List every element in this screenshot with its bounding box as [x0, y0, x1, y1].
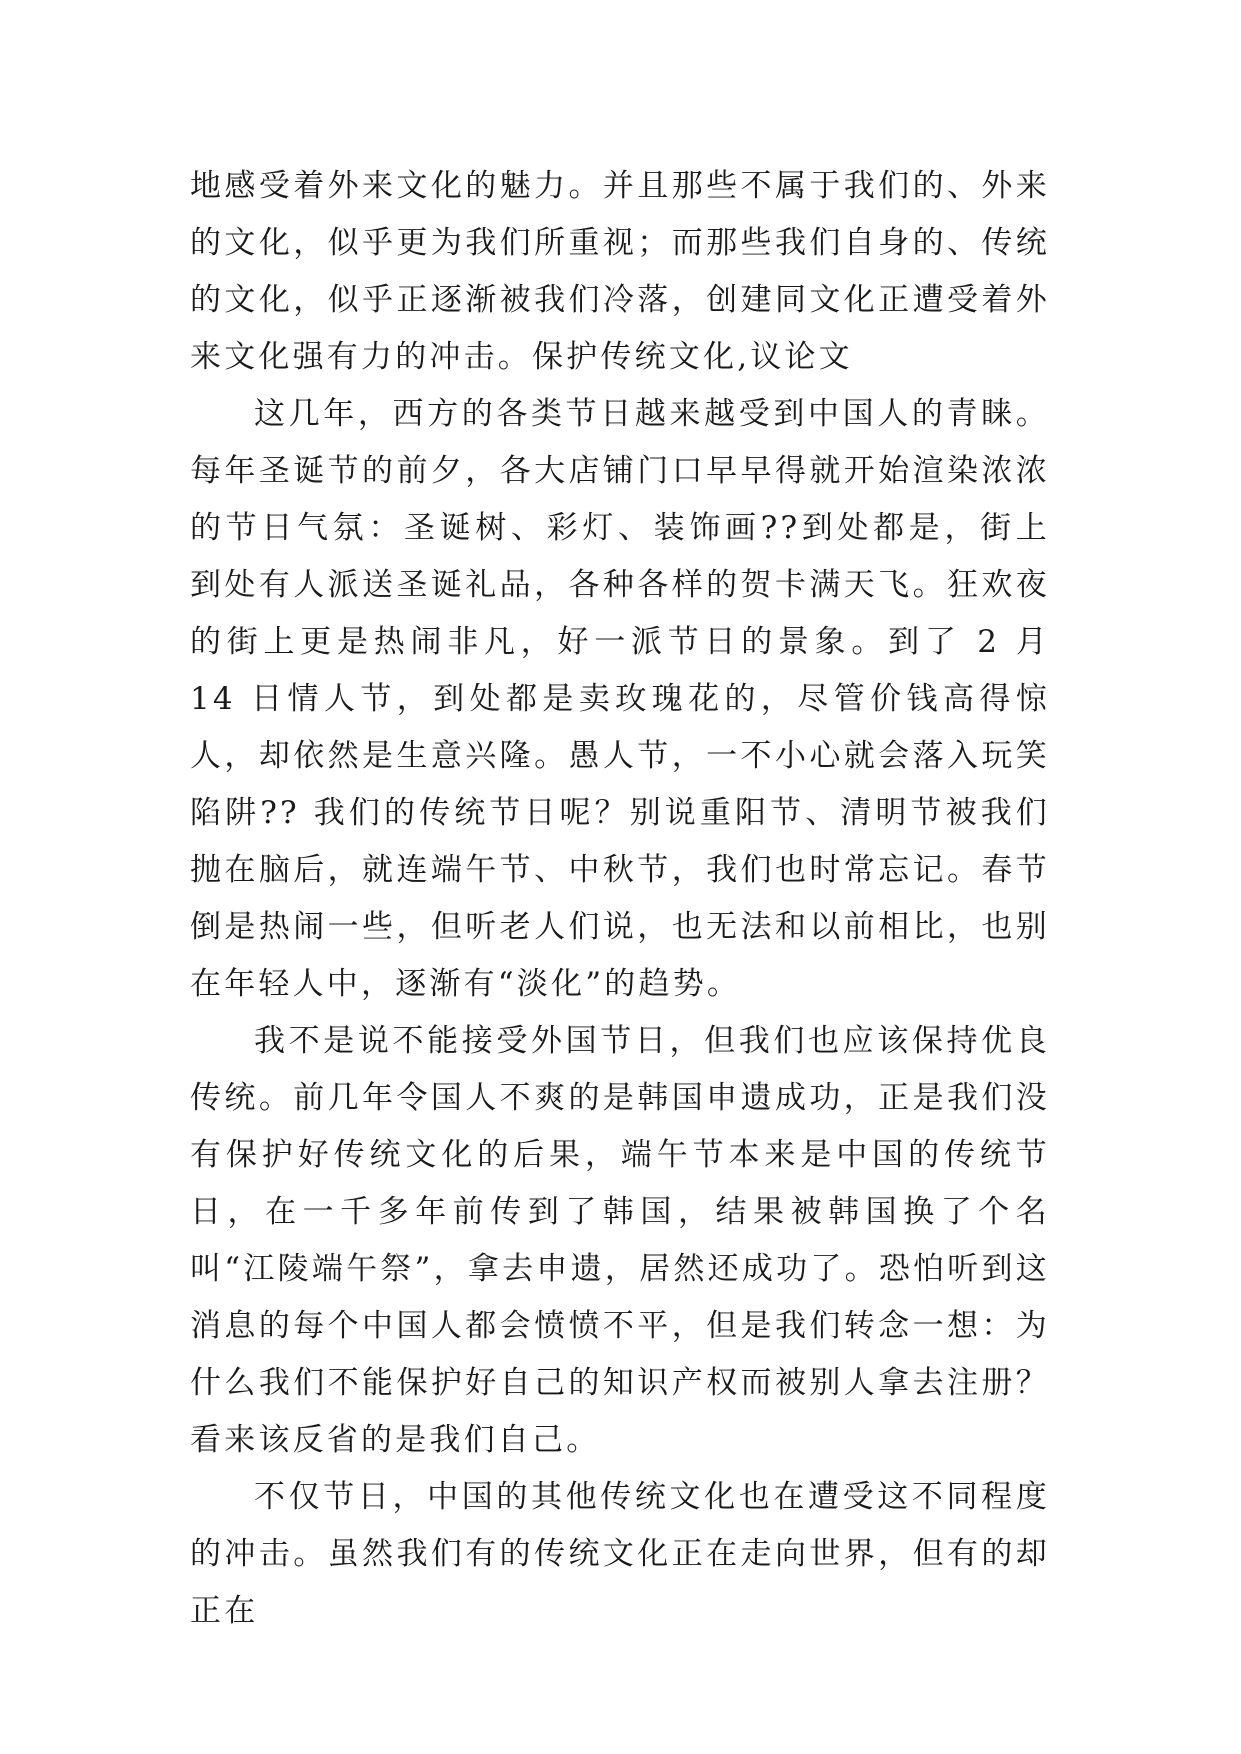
- paragraph-2: 这几年，西方的各类节日越来越受到中国人的青睐。每年圣诞节的前夕，各大店铺门口早早得就开始渲染浓浓的节日气氛：圣诞树、彩灯、装饰画??到处都是，街上到处有人派送圣诞礼品，各种各样的贺卡满天飞。狂欢夜的街上更是热闹非凡，好一派节日的景象。到了 2 月 14 日情人节，到处都是卖玫瑰花的，尽管价钱高得惊人，却依然是生意兴隆。愚人节，一不小心就会落入玩笑陷阱?? 我们的传统节日呢？别说重阳节、清明节被我们抛在脑后，就连端午节、中秋节，我们也时常忘记。春节倒是热闹一些，但听老人们说，也无法和以前相比，也别在年轻人中，逐渐有“淡化”的趋势。: [190, 396, 1050, 1002]
- paragraph-1: 地感受着外来文化的魅力。并且那些不属于我们的、外来的文化，似乎更为我们所重视；而那些我们自身的、传统的文化，似乎正逐渐被我们冷落，创建同文化正遭受着外来文化强有力的冲击。保护传统文化,议论文: [190, 168, 1050, 375]
- document-page: [190, 158, 1050, 1640]
- paragraph-3: 我不是说不能接受外国节日，但我们也应该保持优良传统。前几年令国人不爽的是韩国申遗成功，正是我们没有保护好传统文化的后果，端午节本来是中国的传统节日，在一千多年前传到了韩国，结果被韩国换了个名叫“江陵端午祭”，拿去申遗，居然还成功了。恐怕听到这消息的每个中国人都会愤愤不平，但是我们转念一想：为什么我们不能保护好自己的知识产权而被别人拿去注册？看来该反省的是我们自己。: [190, 1023, 1050, 1458]
- paragraph-4: 不仅节日，中国的其他传统文化也在遭受这不同程度的冲击。虽然我们有的传统文化正在走向世界，但有的却正在: [190, 1479, 1050, 1629]
